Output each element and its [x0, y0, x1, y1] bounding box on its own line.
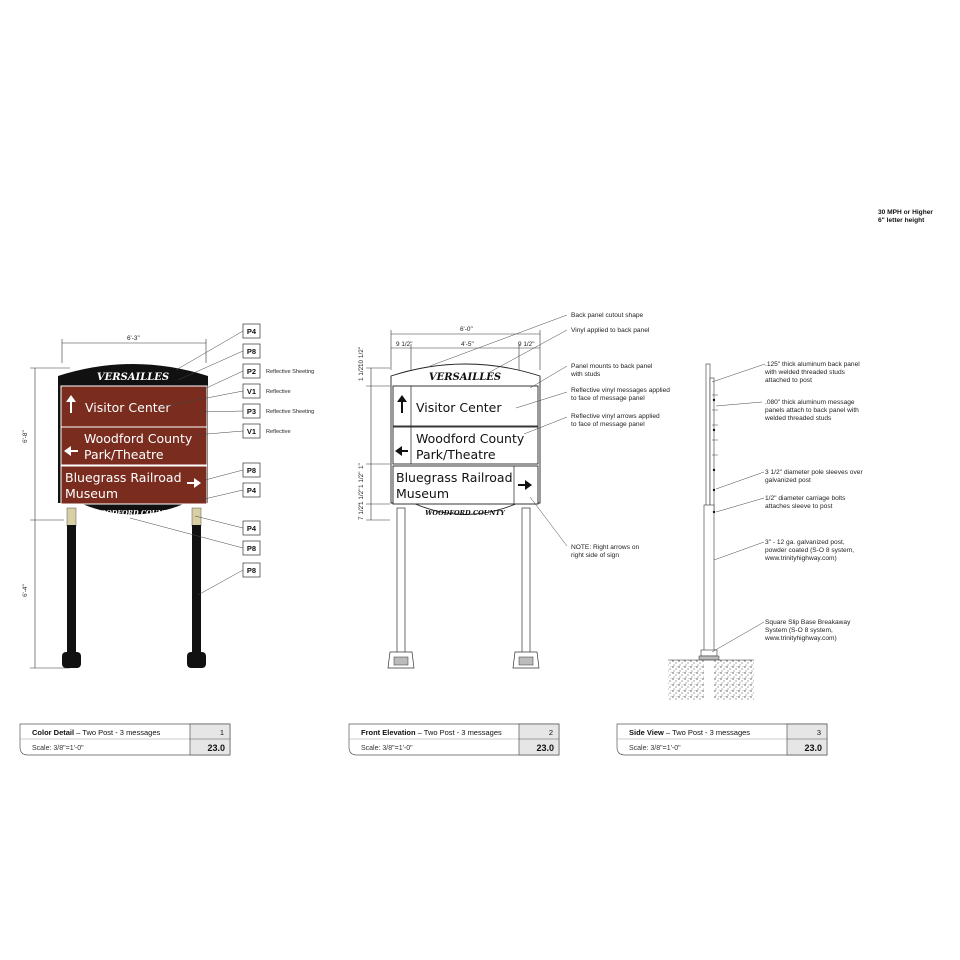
title-blocks	[20, 724, 827, 755]
side-note: .125" thick aluminum back panel with welded threaded studs attached to post	[765, 361, 860, 384]
foundation-right	[714, 660, 754, 700]
front-width-dimension: 6'-0"	[460, 326, 473, 333]
title-block-scale: Scale: 3/8"=1'-0"	[629, 745, 681, 752]
title-block-title: Side View – Two Post - 3 messages	[629, 728, 751, 737]
view-number: 3	[816, 728, 821, 737]
callout-code: P8	[246, 347, 257, 356]
v-dim-6: 7 1/2"	[358, 503, 365, 520]
callout-code: P4	[246, 486, 257, 495]
letter-height-requirement: 6" letter height	[878, 217, 925, 224]
sheet-number: 23.0	[804, 743, 822, 753]
callout-code: P2	[246, 367, 257, 376]
sheet-number: 23.0	[207, 743, 225, 753]
side-view-notes	[764, 361, 863, 642]
county-footer: WOODFORD COUNTY	[93, 509, 173, 517]
left-breakaway-base	[62, 652, 81, 668]
post-dimension: 6'-4"	[22, 584, 29, 597]
callout-code: P8	[246, 466, 257, 475]
side-note: 3" - 12 ga. galvanized post, powder coated (S-O 8 system, www.trinityhighway.com)	[765, 539, 855, 562]
front-note: Reflective vinyl arrows applied to face of message panel	[571, 413, 660, 428]
message-2-line-1: Woodford County	[84, 431, 193, 446]
v-dim-5: 1 1/2"	[358, 488, 365, 505]
callout-code: V1	[246, 387, 257, 396]
front-brand-logo: VERSAILLES	[428, 372, 502, 383]
v-dim-1: 1 1/2"	[358, 364, 365, 381]
callout-material: Reflective	[266, 389, 291, 395]
view-number: 2	[548, 728, 553, 737]
right-post	[192, 525, 201, 655]
callout-code: P8	[246, 544, 257, 553]
left-post	[67, 525, 76, 655]
sheet-number: 23.0	[536, 743, 554, 753]
right-breakaway-base	[187, 652, 206, 668]
front-right-offset: 9 1/2"	[518, 341, 535, 348]
left-pole-sleeve	[67, 508, 76, 526]
front-elevation-view	[358, 312, 670, 668]
front-note: NOTE: Right arrows on right side of sign	[571, 544, 640, 559]
callout-code: P4	[246, 524, 257, 533]
callout-material: Reflective Sheeting	[266, 369, 315, 375]
front-message-1-line-1: Visitor Center	[416, 400, 502, 415]
width-dimension: 6'-3"	[127, 335, 140, 342]
front-left-post	[397, 508, 405, 658]
front-note: Vinyl applied to back panel	[571, 327, 650, 334]
side-back-panel	[706, 364, 710, 514]
front-message-2-line-1: Woodford County	[416, 431, 525, 446]
side-note: .080" thick aluminum message panels attach to back panel with welded threaded studs	[765, 399, 859, 422]
color-detail-view	[22, 324, 314, 668]
front-right-post	[522, 508, 530, 658]
callout-code: V1	[246, 427, 257, 436]
front-elevation-notes	[570, 312, 670, 559]
message-2-line-2: Park/Theatre	[84, 447, 164, 462]
front-note: Back panel cutout shape	[571, 312, 644, 319]
v-dim-4: 1 1/2"	[358, 471, 365, 488]
side-slip-base	[701, 650, 717, 656]
v-dim-3: 1"	[358, 463, 365, 469]
side-post	[704, 505, 714, 655]
side-note: 3 1/2" diameter pole sleeves over galvanized post	[765, 469, 863, 484]
title-block-title: Color Detail – Two Post - 3 messages	[32, 728, 161, 737]
brand-logo: VERSAILLES	[96, 372, 170, 383]
front-message-3-line-1: Bluegrass Railroad	[396, 470, 513, 485]
foundation-left	[668, 660, 704, 700]
front-center-width: 4'-5"	[461, 341, 474, 348]
callout-code: P8	[246, 566, 257, 575]
front-message-3-line-2: Museum	[396, 486, 450, 501]
front-message-2-line-2: Park/Theatre	[416, 447, 496, 462]
title-block-scale: Scale: 3/8"=1'-0"	[32, 745, 84, 752]
title-block-scale: Scale: 3/8"=1'-0"	[361, 745, 413, 752]
message-1-line-1: Visitor Center	[85, 400, 171, 415]
v-dim-2: 10 1/2"	[358, 346, 365, 367]
callout-material: Reflective Sheeting	[266, 409, 315, 415]
callout-code: P3	[246, 407, 257, 416]
height-dimension: 6'-8"	[22, 430, 29, 443]
speed-requirement: 30 MPH or Higher	[878, 209, 933, 216]
material-callouts	[243, 324, 314, 577]
callout-material: Reflective	[266, 429, 291, 435]
title-block-title: Front Elevation – Two Post - 3 messages	[361, 728, 502, 737]
front-county-footer: WOODFORD COUNTY	[425, 509, 505, 517]
callout-code: P4	[246, 327, 257, 336]
title-block	[349, 724, 559, 755]
message-3-line-1: Bluegrass Railroad	[65, 470, 182, 485]
front-left-offset: 9 1/2"	[396, 341, 413, 348]
title-block	[617, 724, 827, 755]
side-view	[668, 361, 863, 700]
side-note: Square Slip Base Breakaway System (S-O 8 system, www.trinityhighway.com)	[765, 619, 851, 642]
front-note: Reflective vinyl messages applied to face of message panel	[571, 387, 670, 402]
front-note: Panel mounts to back panel with studs	[571, 363, 653, 378]
title-block	[20, 724, 230, 755]
view-number: 1	[219, 728, 224, 737]
message-3-line-2: Museum	[65, 486, 119, 501]
side-note: 1/2" diameter carriage bolts attaches sleeve to post	[765, 495, 846, 510]
